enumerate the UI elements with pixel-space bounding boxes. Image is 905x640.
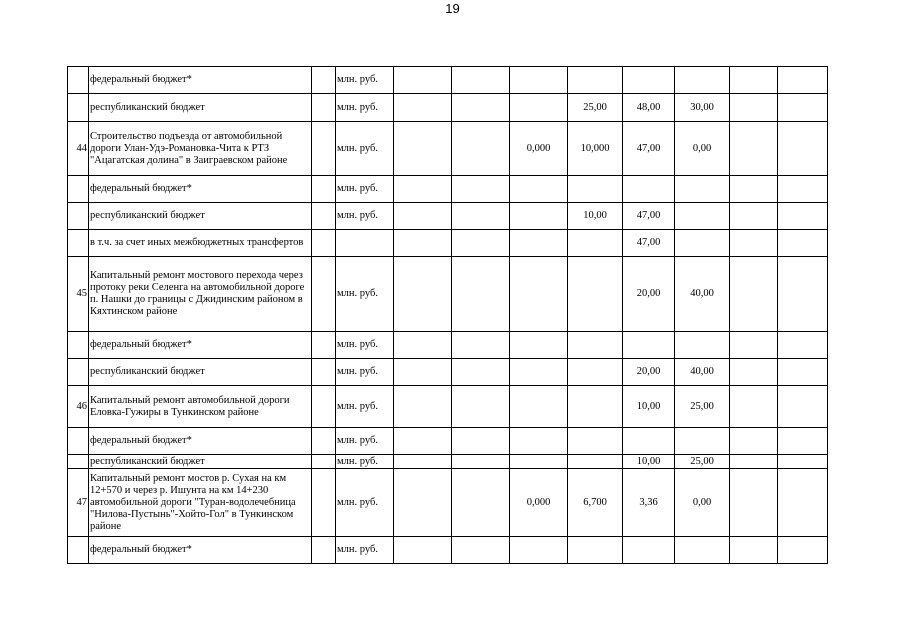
value-cell (675, 332, 730, 359)
row-number-cell (68, 359, 89, 386)
unit-cell: млн. руб. (336, 469, 394, 537)
row-number-cell (68, 67, 89, 94)
value-cell (730, 257, 778, 332)
value-cell (568, 359, 623, 386)
value-cell: 25,00 (568, 94, 623, 122)
value-cell (730, 359, 778, 386)
spacer-cell (312, 203, 336, 230)
table-row (68, 332, 828, 359)
value-cell (394, 257, 452, 332)
value-cell: 30,00 (675, 94, 730, 122)
value-cell (778, 428, 828, 455)
value-cell (452, 386, 510, 428)
value-cell (510, 67, 568, 94)
description-cell: Капитальный ремонт мостов р. Сухая на км 12+570 и через р. Ишунта на км 14+230 автомобильной дороги "Туран-водолечебница "Нилова-Пустынь"-Хойто-Гол" в Тункинском районе (89, 469, 312, 537)
value-cell (778, 455, 828, 469)
value-cell (778, 386, 828, 428)
value-cell (452, 428, 510, 455)
description-cell: республиканский бюджет (89, 203, 312, 230)
value-cell: 10,00 (623, 386, 675, 428)
value-cell (452, 359, 510, 386)
value-cell (778, 537, 828, 564)
value-cell (394, 428, 452, 455)
value-cell: 47,00 (623, 122, 675, 176)
description-cell: в т.ч. за счет иных межбюджетных трансфертов (89, 230, 312, 257)
value-cell (510, 537, 568, 564)
unit-cell: млн. руб. (336, 537, 394, 564)
value-cell (778, 332, 828, 359)
table-row (68, 122, 828, 176)
value-cell (394, 359, 452, 386)
spacer-cell (312, 455, 336, 469)
value-cell (778, 94, 828, 122)
value-cell (452, 455, 510, 469)
description-cell: федеральный бюджет* (89, 176, 312, 203)
value-cell (730, 386, 778, 428)
value-cell (730, 230, 778, 257)
unit-cell: млн. руб. (336, 203, 394, 230)
value-cell (730, 537, 778, 564)
value-cell (730, 428, 778, 455)
unit-cell: млн. руб. (336, 386, 394, 428)
description-cell: федеральный бюджет* (89, 428, 312, 455)
table-row (68, 428, 828, 455)
value-cell (623, 428, 675, 455)
table-row (68, 386, 828, 428)
value-cell (623, 537, 675, 564)
value-cell (394, 67, 452, 94)
value-cell (452, 332, 510, 359)
spacer-cell (312, 469, 336, 537)
description-cell: Капитальный ремонт автомобильной дороги Еловка-Гужиры в Тункинском районе (89, 386, 312, 428)
description-cell: федеральный бюджет* (89, 537, 312, 564)
value-cell (510, 230, 568, 257)
row-number-cell (68, 230, 89, 257)
table-row (68, 67, 828, 94)
value-cell (778, 122, 828, 176)
value-cell (568, 67, 623, 94)
value-cell (730, 122, 778, 176)
description-cell: Строительство подъезда от автомобильной дороги Улан-Удэ-Романовка-Чита к РТЗ "Ацагатская долина" в Заиграевском районе (89, 122, 312, 176)
value-cell (730, 94, 778, 122)
value-cell: 47,00 (623, 203, 675, 230)
value-cell (675, 428, 730, 455)
value-cell (452, 230, 510, 257)
description-cell: федеральный бюджет* (89, 332, 312, 359)
value-cell (510, 94, 568, 122)
value-cell (394, 455, 452, 469)
value-cell (730, 176, 778, 203)
value-cell: 25,00 (675, 386, 730, 428)
table-row (68, 257, 828, 332)
table-row (68, 537, 828, 564)
row-number-cell: 47 (68, 469, 89, 537)
description-cell: республиканский бюджет (89, 359, 312, 386)
value-cell (510, 428, 568, 455)
spacer-cell (312, 67, 336, 94)
value-cell: 40,00 (675, 359, 730, 386)
value-cell (730, 332, 778, 359)
unit-cell: млн. руб. (336, 428, 394, 455)
row-number-cell (68, 94, 89, 122)
value-cell: 40,00 (675, 257, 730, 332)
value-cell: 0,00 (675, 469, 730, 537)
value-cell (568, 455, 623, 469)
value-cell (394, 386, 452, 428)
row-number-cell: 46 (68, 386, 89, 428)
value-cell (510, 455, 568, 469)
unit-cell: млн. руб. (336, 176, 394, 203)
value-cell (778, 469, 828, 537)
unit-cell (336, 230, 394, 257)
page-number: 19 (445, 1, 460, 16)
table-row (68, 469, 828, 537)
value-cell (568, 176, 623, 203)
value-cell (452, 122, 510, 176)
spacer-cell (312, 94, 336, 122)
description-cell: Капитальный ремонт мостового перехода через протоку реки Селенга на автомобильной дороге п. Нашки до границы с Джидинским районом в Кяхтинском районе (89, 257, 312, 332)
spacer-cell (312, 257, 336, 332)
value-cell: 0,000 (510, 122, 568, 176)
value-cell: 6,700 (568, 469, 623, 537)
value-cell (623, 176, 675, 203)
spacer-cell (312, 332, 336, 359)
value-cell (778, 176, 828, 203)
value-cell (510, 332, 568, 359)
value-cell: 20,00 (623, 359, 675, 386)
unit-cell: млн. руб. (336, 94, 394, 122)
value-cell (568, 386, 623, 428)
value-cell (452, 537, 510, 564)
unit-cell: млн. руб. (336, 122, 394, 176)
value-cell (394, 176, 452, 203)
value-cell (730, 67, 778, 94)
value-cell (675, 67, 730, 94)
value-cell: 0,000 (510, 469, 568, 537)
description-cell: республиканский бюджет (89, 455, 312, 469)
value-cell (568, 230, 623, 257)
row-number-cell (68, 176, 89, 203)
value-cell (623, 332, 675, 359)
value-cell (452, 203, 510, 230)
value-cell (452, 469, 510, 537)
row-number-cell (68, 537, 89, 564)
budget-table (67, 66, 828, 564)
value-cell: 48,00 (623, 94, 675, 122)
value-cell (778, 203, 828, 230)
spacer-cell (312, 122, 336, 176)
table-row (68, 230, 828, 257)
value-cell (510, 203, 568, 230)
unit-cell: млн. руб. (336, 257, 394, 332)
description-cell: республиканский бюджет (89, 94, 312, 122)
value-cell (730, 455, 778, 469)
value-cell (778, 67, 828, 94)
value-cell (623, 67, 675, 94)
table-row (68, 203, 828, 230)
value-cell (778, 359, 828, 386)
row-number-cell: 45 (68, 257, 89, 332)
value-cell (568, 332, 623, 359)
value-cell (730, 203, 778, 230)
description-cell: федеральный бюджет* (89, 67, 312, 94)
value-cell (452, 67, 510, 94)
value-cell (778, 230, 828, 257)
value-cell: 20,00 (623, 257, 675, 332)
value-cell (394, 94, 452, 122)
value-cell (568, 537, 623, 564)
value-cell (568, 257, 623, 332)
spacer-cell (312, 386, 336, 428)
value-cell: 3,36 (623, 469, 675, 537)
table-row (68, 455, 828, 469)
value-cell (452, 257, 510, 332)
table-row (68, 94, 828, 122)
row-number-cell (68, 203, 89, 230)
value-cell (394, 203, 452, 230)
value-cell (394, 469, 452, 537)
value-cell (394, 122, 452, 176)
row-number-cell (68, 332, 89, 359)
value-cell (510, 359, 568, 386)
value-cell: 25,00 (675, 455, 730, 469)
value-cell (452, 176, 510, 203)
value-cell: 10,00 (568, 203, 623, 230)
value-cell (510, 386, 568, 428)
spacer-cell (312, 537, 336, 564)
unit-cell: млн. руб. (336, 455, 394, 469)
spacer-cell (312, 230, 336, 257)
value-cell (510, 257, 568, 332)
value-cell (675, 203, 730, 230)
value-cell (675, 537, 730, 564)
table-row (68, 359, 828, 386)
value-cell: 10,00 (623, 455, 675, 469)
row-number-cell (68, 428, 89, 455)
spacer-cell (312, 428, 336, 455)
value-cell (452, 94, 510, 122)
value-cell (778, 257, 828, 332)
table-row (68, 176, 828, 203)
unit-cell: млн. руб. (336, 359, 394, 386)
value-cell: 10,000 (568, 122, 623, 176)
unit-cell: млн. руб. (336, 332, 394, 359)
value-cell (730, 469, 778, 537)
value-cell (510, 176, 568, 203)
value-cell: 0,00 (675, 122, 730, 176)
unit-cell: млн. руб. (336, 67, 394, 94)
value-cell: 47,00 (623, 230, 675, 257)
value-cell (675, 176, 730, 203)
spacer-cell (312, 359, 336, 386)
spacer-cell (312, 176, 336, 203)
value-cell (675, 230, 730, 257)
row-number-cell: 44 (68, 122, 89, 176)
value-cell (394, 230, 452, 257)
row-number-cell (68, 455, 89, 469)
value-cell (394, 537, 452, 564)
value-cell (394, 332, 452, 359)
value-cell (568, 428, 623, 455)
